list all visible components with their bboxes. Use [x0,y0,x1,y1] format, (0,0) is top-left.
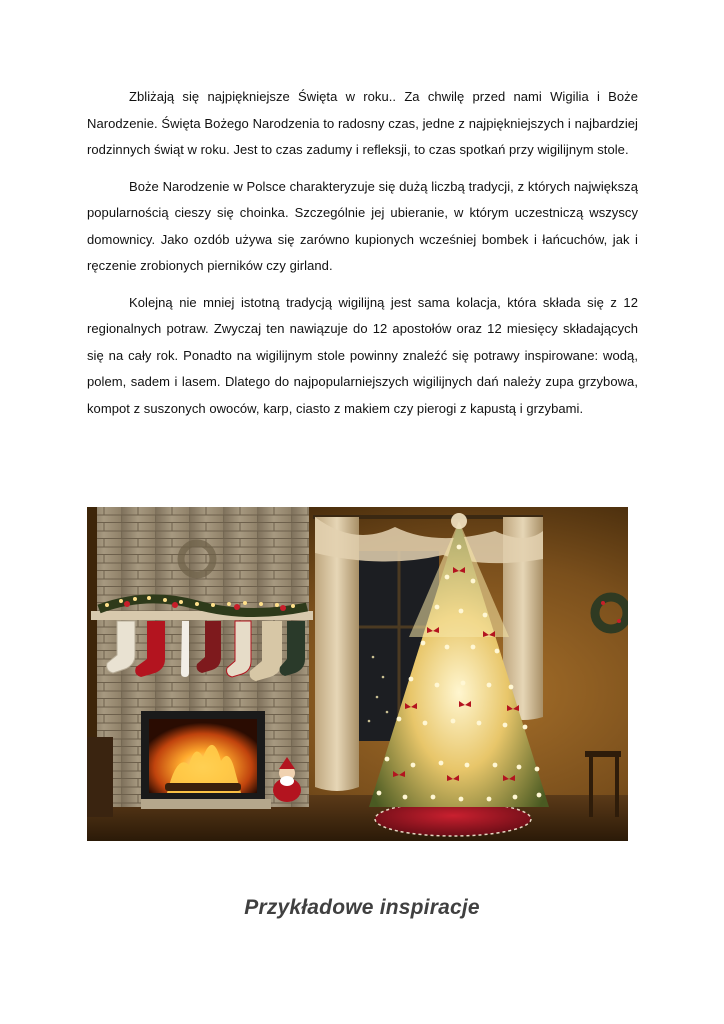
armchair [87,737,113,817]
christmas-living-room-photo [87,507,628,841]
body-text [87,84,638,432]
paragraph-3: Kolejną nie mniej istotną tradycją wigilijną jest sama kolacja, która składa się z 12 regionalnych potraw. Zwyczaj ten nawiązuje do 12 apostołów oraz 12 miesięcy składających się na cały rok. Ponadto na wigilijnym stole powinny znaleźć się potrawy inspirowane: wodą, polem, sadem i lasem. Dlatego do najpopularniejszych wigilijnych dań należy zupa grzybowa, kompot z suszonych owoców, karp, ciasto z makiem czy pierogi z kapustą i grzybami. [87,294,638,416]
section-caption: Przykładowe inspiracje [244,896,480,919]
paragraph-1: Zbliżają się najpiękniejsze Święta w roku.. Za chwilę przed nami Wigilia i Boże Narodzenie. Święta Bożego Narodzenia to radosny czas, jedne z najpiękniejszych i najbardziej rodzinnych świąt w roku. Jest to czas zadumy i refleksji, to czas spotkań przy wigilijnym stole. [87,89,638,157]
fireplace-icon [141,711,271,809]
paragraph-2: Boże Narodzenie w Polsce charakteryzuje się dużą liczbą tradycji, z których największą popularnością cieszy się choinka. Szczególnie jej ubieranie, w którym uczestniczą wszyscy domownicy. Jako ozdób używa się zarówno kupionych wcześniej bombek i łańcuchów, jak i ręczenie zrobionych pierników czy girland. [87,178,638,273]
